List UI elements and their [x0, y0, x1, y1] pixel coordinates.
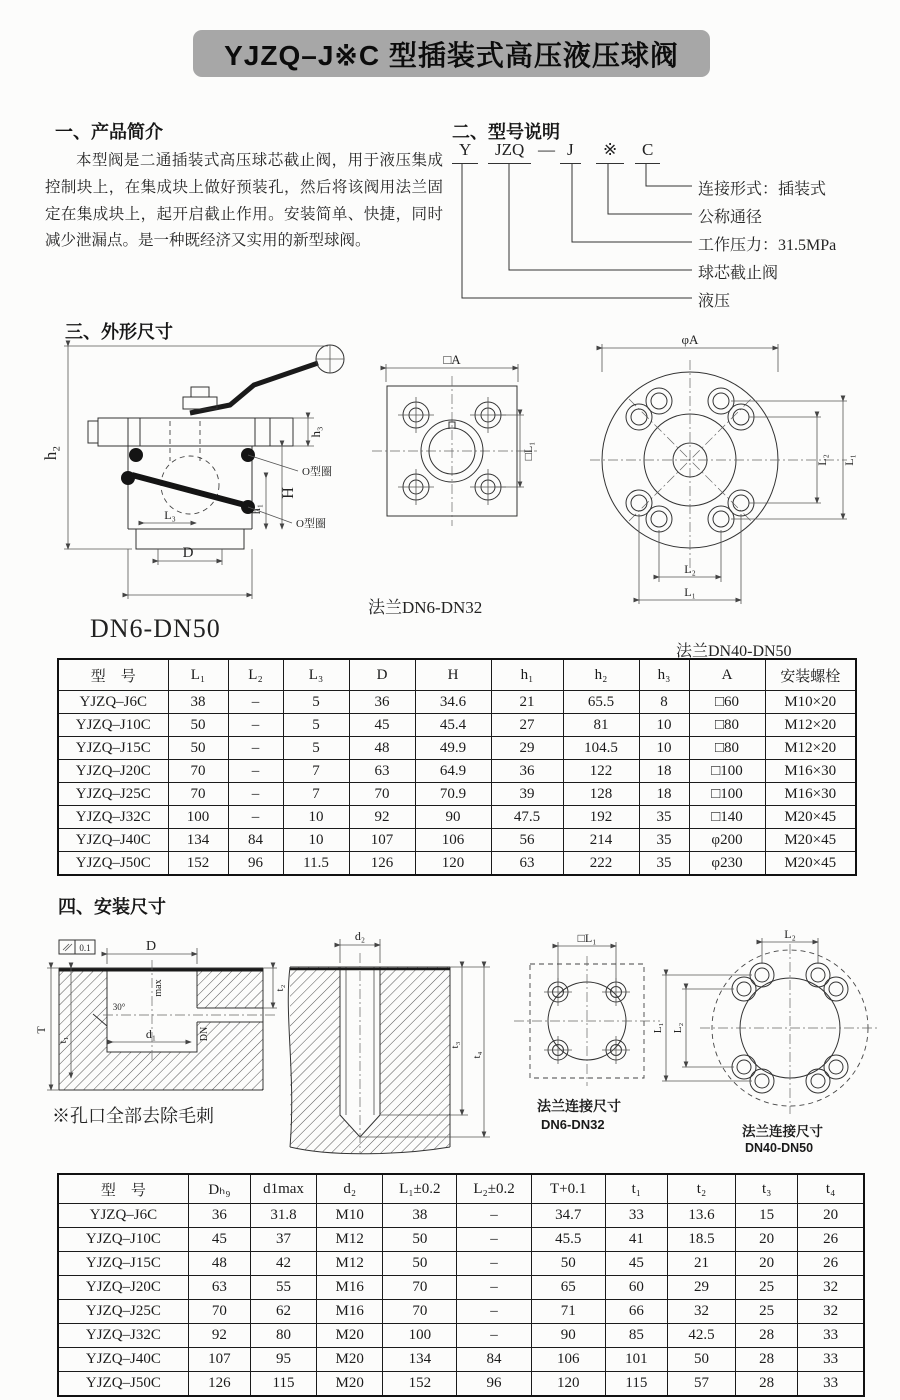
table-cell: 50 — [667, 1348, 735, 1372]
table-cell: 32 — [798, 1276, 864, 1300]
table-row — [58, 829, 856, 852]
dim-label-sqL1: □L₁ — [577, 931, 597, 945]
table-cell: 50 — [383, 1252, 457, 1276]
column-header: L₂±0.2 — [457, 1174, 531, 1204]
table-header-row — [58, 659, 856, 691]
dim-label-L1-left: L₁ — [652, 1022, 664, 1034]
table-cell: 26 — [798, 1228, 864, 1252]
column-header: T+0.1 — [531, 1174, 605, 1204]
handle — [183, 345, 344, 413]
column-header: h₂ — [563, 659, 639, 691]
flange-connection-square-range: DN6-DN32 — [541, 1117, 605, 1132]
table-cell: 126 — [188, 1372, 250, 1397]
model-label-hydraulic: 液压 — [698, 293, 731, 310]
table-cell: YJZQ–J25C — [58, 1300, 188, 1324]
table-cell: – — [457, 1204, 531, 1228]
table-cell: M12×20 — [765, 737, 856, 760]
table-cell: 45 — [605, 1252, 667, 1276]
table-cell: 41 — [605, 1228, 667, 1252]
table-cell: 33 — [798, 1372, 864, 1397]
table-cell: YJZQ–J40C — [58, 829, 168, 852]
table-cell: 90 — [531, 1324, 605, 1348]
column-header: L₁ — [168, 659, 228, 691]
section3-heading: 三、外形尺寸 — [65, 322, 173, 342]
table-cell: 70 — [168, 760, 228, 783]
square-flange-caption: 法兰DN6-DN32 — [368, 598, 483, 617]
table-cell: 152 — [168, 852, 228, 876]
table-cell: 84 — [457, 1348, 531, 1372]
model-code-star: ※ — [596, 140, 624, 164]
dim-label-L1-right: L₁ — [842, 454, 856, 466]
table-cell: 101 — [605, 1348, 667, 1372]
table-cell: 96 — [228, 852, 283, 876]
table-cell: 5 — [283, 714, 349, 737]
table-row — [58, 1276, 864, 1300]
square-flange-drawing — [372, 352, 537, 532]
table-cell: M20 — [317, 1324, 383, 1348]
column-header: L₂ — [228, 659, 283, 691]
table-cell: φ230 — [689, 852, 765, 876]
table-cell: 25 — [736, 1300, 798, 1324]
column-header: d₂ — [317, 1174, 383, 1204]
table-cell: 152 — [383, 1372, 457, 1397]
column-header: t₄ — [798, 1174, 864, 1204]
table-cell: YJZQ–J40C — [58, 1348, 188, 1372]
table-cell: 34.6 — [415, 691, 491, 714]
table-cell: 84 — [228, 829, 283, 852]
flange-connection-round-drawing — [652, 928, 900, 1118]
table-cell: 10 — [639, 737, 689, 760]
table-cell: 7 — [283, 783, 349, 806]
table-cell: 35 — [639, 829, 689, 852]
table-cell: 34.7 — [531, 1204, 605, 1228]
table-cell: 128 — [563, 783, 639, 806]
table-cell: 29 — [491, 737, 563, 760]
flange-connection-round-caption: 法兰连接尺寸 — [742, 1124, 823, 1139]
table-row — [58, 1300, 864, 1324]
table-cell: 10 — [283, 829, 349, 852]
table-cell: 45 — [349, 714, 415, 737]
table-cell: 56 — [491, 829, 563, 852]
table-row — [58, 737, 856, 760]
table-cell: 62 — [250, 1300, 316, 1324]
outline-dimensions-table — [57, 658, 857, 876]
table-row — [58, 1324, 864, 1348]
table-cell: □140 — [689, 806, 765, 829]
table-cell: M20 — [317, 1372, 383, 1397]
table-cell: 80 — [250, 1324, 316, 1348]
table-cell: YJZQ–J32C — [58, 1324, 188, 1348]
o-ring-dot — [129, 448, 143, 462]
table-cell: 25 — [736, 1276, 798, 1300]
dim-label-D: D — [145, 939, 157, 954]
table-cell: 120 — [415, 852, 491, 876]
table-cell: 45 — [188, 1228, 250, 1252]
table-cell: YJZQ–J15C — [58, 1252, 188, 1276]
o-ring-label: O型圈 — [296, 518, 326, 530]
table-cell: – — [228, 714, 283, 737]
mounting-cavity-drawing — [34, 930, 286, 1115]
table-cell: 10 — [639, 714, 689, 737]
table-row — [58, 691, 856, 714]
dim-label-L2-bottom: L₂ — [684, 562, 696, 576]
table-body — [58, 691, 856, 876]
round-flange-drawing — [585, 332, 885, 617]
dim-label-t1: t₁ — [57, 1036, 69, 1044]
table-cell: 65 — [531, 1276, 605, 1300]
table-cell: □80 — [689, 714, 765, 737]
table-cell: 38 — [168, 691, 228, 714]
table-cell: 107 — [188, 1348, 250, 1372]
table-cell: 100 — [168, 806, 228, 829]
table-cell: YJZQ–J20C — [58, 1276, 188, 1300]
table-cell: 115 — [605, 1372, 667, 1397]
table-cell: – — [457, 1300, 531, 1324]
model-code-C: C — [635, 140, 660, 164]
table-cell: φ200 — [689, 829, 765, 852]
dim-label-30deg: 30° — [112, 1002, 126, 1012]
table-cell: 48 — [349, 737, 415, 760]
table-cell: 36 — [188, 1204, 250, 1228]
tolerance-value: 0.1 — [79, 943, 91, 953]
table-cell: 39 — [491, 783, 563, 806]
table-cell: 20 — [798, 1204, 864, 1228]
column-header: L₁±0.2 — [383, 1174, 457, 1204]
dim-label-L2-left: L₂ — [672, 1022, 684, 1034]
table-cell: 45.5 — [531, 1228, 605, 1252]
table-cell: □80 — [689, 737, 765, 760]
dim-label-t4: t₄ — [471, 1051, 483, 1059]
table-cell: 70 — [349, 783, 415, 806]
dimension-lines — [41, 346, 332, 599]
table-row — [58, 1372, 864, 1397]
table-cell: 70.9 — [415, 783, 491, 806]
table-cell: 104.5 — [563, 737, 639, 760]
model-label-connection: 连接形式：插装式 — [698, 181, 827, 198]
table-cell: 27 — [491, 714, 563, 737]
table-cell: 214 — [563, 829, 639, 852]
table-cell: 55 — [250, 1276, 316, 1300]
dim-label-L2-top: L₂ — [784, 927, 796, 941]
table-cell: 38 — [383, 1204, 457, 1228]
table-row — [58, 760, 856, 783]
table-cell: 29 — [667, 1276, 735, 1300]
table-cell: – — [228, 783, 283, 806]
deburr-note: ※孔口全部去除毛刺 — [52, 1106, 214, 1126]
table-row — [58, 852, 856, 876]
table-cell: M16 — [317, 1300, 383, 1324]
table-cell: 115 — [250, 1372, 316, 1397]
table-cell: YJZQ–J10C — [58, 1228, 188, 1252]
table-cell: YJZQ–J25C — [58, 783, 168, 806]
table-cell: 66 — [605, 1300, 667, 1324]
table-cell: – — [457, 1324, 531, 1348]
dim-label-h3: h₃ — [308, 426, 323, 438]
dim-label-sqA: □A — [443, 352, 461, 367]
dim-label-max: max — [153, 979, 164, 997]
table-cell: M20×45 — [765, 829, 856, 852]
table-cell: 47.5 — [491, 806, 563, 829]
model-label-pressure: 工作压力：31.5MPa — [698, 237, 837, 254]
table-cell: 65.5 — [563, 691, 639, 714]
table-cell: 85 — [605, 1324, 667, 1348]
table-cell: YJZQ–J32C — [58, 806, 168, 829]
table-cell: 13.6 — [667, 1204, 735, 1228]
table-cell: 92 — [349, 806, 415, 829]
dim-label-h1: h₁ — [249, 503, 263, 515]
table-cell: M12 — [317, 1252, 383, 1276]
flange-connection-square-drawing — [512, 932, 662, 1092]
model-label-bore: 公称通径 — [698, 209, 763, 226]
table-cell: 42.5 — [667, 1324, 735, 1348]
table-cell: M10×20 — [765, 691, 856, 714]
table-cell: 28 — [736, 1348, 798, 1372]
table-row — [58, 1348, 864, 1372]
table-cell: 36 — [491, 760, 563, 783]
table-cell: 33 — [605, 1204, 667, 1228]
table-cell: 64.9 — [415, 760, 491, 783]
table-cell: 10 — [283, 806, 349, 829]
table-cell: – — [457, 1276, 531, 1300]
column-header: D — [349, 659, 415, 691]
table-cell: 33 — [798, 1324, 864, 1348]
table-cell: 20 — [736, 1228, 798, 1252]
product-intro-paragraph: 本型阀是二通插装式高压球芯截止阀，用于液压集成控制块上，在集成块上做好预装孔，然后将该阀用法兰固定在集成块上，起开启截止作用。安装简单、快捷，同时减少泄漏点。是一种既经济又实用的新型球阀。 — [45, 152, 443, 250]
model-code-Y: Y — [452, 140, 478, 164]
table-cell: 63 — [188, 1276, 250, 1300]
table-cell: 63 — [491, 852, 563, 876]
table-cell: 100 — [383, 1324, 457, 1348]
table-cell: 70 — [383, 1276, 457, 1300]
table-cell: 60 — [605, 1276, 667, 1300]
table-cell: 50 — [168, 714, 228, 737]
table-cell: 126 — [349, 852, 415, 876]
column-header: 型 号 — [58, 659, 168, 691]
table-cell: – — [228, 806, 283, 829]
dim-label-L2-right: L₂ — [815, 454, 829, 466]
table-cell: 32 — [667, 1300, 735, 1324]
table-cell: M12×20 — [765, 714, 856, 737]
column-header: Dₕ₉ — [188, 1174, 250, 1204]
round-flange-caption: 法兰DN40-DN50 — [676, 643, 792, 660]
table-cell: YJZQ–J6C — [58, 1204, 188, 1228]
table-row — [58, 806, 856, 829]
table-cell: 45.4 — [415, 714, 491, 737]
column-header: t₃ — [736, 1174, 798, 1204]
table-cell: M16 — [317, 1276, 383, 1300]
section1-heading: 一、产品简介 — [55, 122, 163, 142]
section4-heading: 四、安装尺寸 — [58, 897, 166, 917]
table-cell: 70 — [168, 783, 228, 806]
column-header: h₃ — [639, 659, 689, 691]
table-cell: 134 — [168, 829, 228, 852]
dim-label-h2: h₂ — [41, 445, 60, 461]
table-cell: 35 — [639, 852, 689, 876]
model-designation-diagram — [450, 140, 890, 315]
table-cell: 5 — [283, 691, 349, 714]
table-cell: 18 — [639, 760, 689, 783]
table-cell: 31.8 — [250, 1204, 316, 1228]
table-row — [58, 783, 856, 806]
column-header: 安装螺栓 — [765, 659, 856, 691]
table-cell: 11.5 — [283, 852, 349, 876]
table-cell: 50 — [383, 1228, 457, 1252]
table-header-row — [58, 1174, 864, 1204]
table-cell: □100 — [689, 760, 765, 783]
dim-label-sqL1: □L₁ — [521, 441, 535, 461]
table-cell: 7 — [283, 760, 349, 783]
table-cell: YJZQ–J50C — [58, 852, 168, 876]
table-cell: M20×45 — [765, 852, 856, 876]
table-cell: 50 — [531, 1252, 605, 1276]
table-cell: 18 — [639, 783, 689, 806]
dim-label-phiA: φA — [681, 332, 699, 347]
table-cell: 48 — [188, 1252, 250, 1276]
o-ring-label: O型圈 — [302, 466, 332, 478]
table-cell: 32 — [798, 1300, 864, 1324]
table-cell: 96 — [457, 1372, 531, 1397]
table-cell: 71 — [531, 1300, 605, 1324]
table-cell: 192 — [563, 806, 639, 829]
model-label-valve-type: 球芯截止阀 — [698, 265, 779, 282]
table-cell: – — [457, 1252, 531, 1276]
table-cell: – — [228, 691, 283, 714]
table-row — [58, 714, 856, 737]
table-cell: 90 — [415, 806, 491, 829]
dim-label-L3: L₃ — [164, 508, 176, 522]
table-cell: 20 — [736, 1252, 798, 1276]
model-code-JZQ: JZQ — [488, 140, 531, 164]
table-cell: 50 — [168, 737, 228, 760]
table-cell: 5 — [283, 737, 349, 760]
table-cell: – — [228, 760, 283, 783]
table-cell: 36 — [349, 691, 415, 714]
table-body — [58, 1204, 864, 1397]
table-cell: YJZQ–J10C — [58, 714, 168, 737]
dim-label-t2: t₂ — [274, 984, 286, 992]
table-cell: 81 — [563, 714, 639, 737]
table-cell: 37 — [250, 1228, 316, 1252]
table-cell: 120 — [531, 1372, 605, 1397]
table-cell: YJZQ–J50C — [58, 1372, 188, 1397]
table-cell: 21 — [667, 1252, 735, 1276]
page-title: YJZQ–J※C 型插装式高压液压球阀 — [193, 30, 710, 77]
table-cell: YJZQ–J6C — [58, 691, 168, 714]
column-header: A — [689, 659, 765, 691]
table-cell: 15 — [736, 1204, 798, 1228]
table-cell: □100 — [689, 783, 765, 806]
table-cell: 57 — [667, 1372, 735, 1397]
table-cell: 222 — [563, 852, 639, 876]
column-header: t₂ — [667, 1174, 735, 1204]
table-cell: 70 — [383, 1300, 457, 1324]
table-cell: 28 — [736, 1324, 798, 1348]
dim-label-d2: d₂ — [354, 929, 366, 943]
table-cell: 42 — [250, 1252, 316, 1276]
dim-label-t3: t₃ — [449, 1041, 461, 1049]
table-cell: 107 — [349, 829, 415, 852]
model-code-J: J — [560, 140, 581, 164]
table-row — [58, 1204, 864, 1228]
table-row — [58, 1228, 864, 1252]
table-cell: 92 — [188, 1324, 250, 1348]
installation-dimensions-table — [57, 1173, 865, 1397]
column-header: L₃ — [283, 659, 349, 691]
table-cell: YJZQ–J15C — [58, 737, 168, 760]
table-cell: 134 — [383, 1348, 457, 1372]
table-cell: 70 — [188, 1300, 250, 1324]
flange-connection-square-caption: 法兰连接尺寸 — [537, 1098, 621, 1114]
table-cell: 8 — [639, 691, 689, 714]
dim-label-DN: DN — [199, 1026, 210, 1042]
column-header: t₁ — [605, 1174, 667, 1204]
table-cell: □60 — [689, 691, 765, 714]
table-cell: M20 — [317, 1348, 383, 1372]
model-connector-lines — [450, 140, 890, 315]
table-cell: 33 — [798, 1348, 864, 1372]
column-header: d1max — [250, 1174, 316, 1204]
table-cell: 122 — [563, 760, 639, 783]
model-code-dash: — — [538, 140, 554, 159]
column-header: h₁ — [491, 659, 563, 691]
table-cell: YJZQ–J20C — [58, 760, 168, 783]
dim-label-L1-bottom: L₁ — [684, 585, 696, 599]
table-cell: – — [228, 737, 283, 760]
table-cell: M12 — [317, 1228, 383, 1252]
table-cell: 18.5 — [667, 1228, 735, 1252]
table-cell: 106 — [415, 829, 491, 852]
table-cell: 49.9 — [415, 737, 491, 760]
table-cell: 21 — [491, 691, 563, 714]
dim-label-d1: d₁ — [145, 1027, 157, 1041]
column-header: H — [415, 659, 491, 691]
flange-connection-round-range: DN40-DN50 — [745, 1141, 814, 1155]
table-cell: 35 — [639, 806, 689, 829]
dim-label-D: D — [182, 545, 194, 561]
table-cell: – — [457, 1228, 531, 1252]
table-cell: 106 — [531, 1348, 605, 1372]
table-cell: 95 — [250, 1348, 316, 1372]
threaded-hole-drawing — [262, 925, 483, 1160]
size-range-label: DN6-DN50 — [90, 614, 221, 643]
table-cell: M10 — [317, 1204, 383, 1228]
table-cell: M16×30 — [765, 760, 856, 783]
dim-label-T: T — [34, 1026, 48, 1034]
table-cell: M16×30 — [765, 783, 856, 806]
section2-heading: 二、型号说明 — [452, 122, 560, 142]
column-header: 型 号 — [58, 1174, 188, 1204]
valve-body — [88, 418, 293, 549]
table-row — [58, 1252, 864, 1276]
valve-side-view-drawing — [40, 333, 350, 633]
table-cell: 26 — [798, 1252, 864, 1276]
table-cell: M20×45 — [765, 806, 856, 829]
table-cell: 28 — [736, 1372, 798, 1397]
dim-label-H: H — [280, 487, 297, 499]
table-cell: 63 — [349, 760, 415, 783]
